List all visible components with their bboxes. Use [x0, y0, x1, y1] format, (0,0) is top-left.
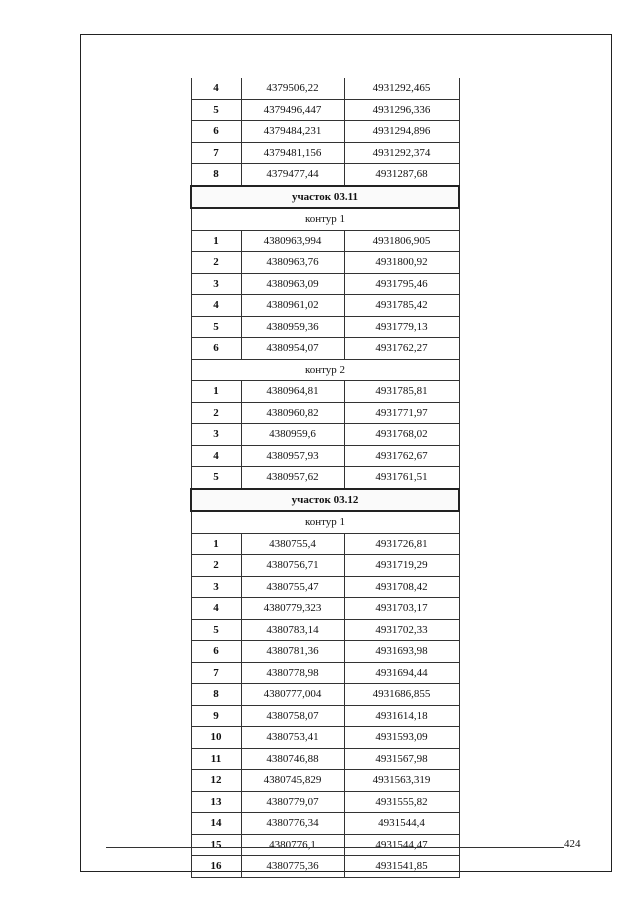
x-coordinate-cell: 4380779,323	[241, 598, 344, 620]
point-number-cell: 1	[191, 381, 241, 403]
y-coordinate-cell: 4931785,81	[344, 381, 459, 403]
table-row	[191, 533, 459, 555]
section-title: участок 03.11	[191, 186, 459, 209]
point-number-cell: 16	[191, 856, 241, 878]
table-row	[191, 424, 459, 446]
y-coordinate-cell: 4931614,18	[344, 705, 459, 727]
table-row	[191, 402, 459, 424]
x-coordinate-cell: 4380783,14	[241, 619, 344, 641]
table-row	[191, 813, 459, 835]
x-coordinate-cell: 4380959,36	[241, 316, 344, 338]
table-row	[191, 445, 459, 467]
y-coordinate-cell: 4931703,17	[344, 598, 459, 620]
table-row	[191, 316, 459, 338]
x-coordinate-cell: 4380959,6	[241, 424, 344, 446]
y-coordinate-cell: 4931779,13	[344, 316, 459, 338]
y-coordinate-cell: 4931541,85	[344, 856, 459, 878]
contour-title: контур 2	[191, 359, 459, 381]
table-row	[191, 142, 459, 164]
y-coordinate-cell: 4931296,336	[344, 99, 459, 121]
point-number-cell: 11	[191, 748, 241, 770]
table-row	[191, 555, 459, 577]
y-coordinate-cell: 4931555,82	[344, 791, 459, 813]
y-coordinate-cell: 4931795,46	[344, 273, 459, 295]
x-coordinate-cell: 4380755,47	[241, 576, 344, 598]
y-coordinate-cell: 4931294,896	[344, 121, 459, 143]
x-coordinate-cell: 4380954,07	[241, 338, 344, 360]
point-number-cell: 1	[191, 230, 241, 252]
table-row	[191, 748, 459, 770]
x-coordinate-cell: 4379477,44	[241, 164, 344, 186]
point-number-cell: 14	[191, 813, 241, 835]
x-coordinate-cell: 4379481,156	[241, 142, 344, 164]
section-title: участок 03.12	[191, 489, 459, 512]
point-number-cell: 13	[191, 791, 241, 813]
contour-header-row	[191, 511, 459, 533]
x-coordinate-cell: 4379506,22	[241, 78, 344, 99]
y-coordinate-cell: 4931800,92	[344, 252, 459, 274]
table-row	[191, 576, 459, 598]
y-coordinate-cell: 4931567,98	[344, 748, 459, 770]
point-number-cell: 8	[191, 684, 241, 706]
table-row	[191, 99, 459, 121]
table-row	[191, 619, 459, 641]
y-coordinate-cell: 4931768,02	[344, 424, 459, 446]
table-row	[191, 78, 459, 99]
table-row	[191, 295, 459, 317]
y-coordinate-cell: 4931544,47	[344, 834, 459, 856]
table-row	[191, 727, 459, 749]
x-coordinate-cell: 4380755,4	[241, 533, 344, 555]
y-coordinate-cell: 4931693,98	[344, 641, 459, 663]
x-coordinate-cell: 4380960,82	[241, 402, 344, 424]
point-number-cell: 7	[191, 662, 241, 684]
x-coordinate-cell: 4380756,71	[241, 555, 344, 577]
point-number-cell: 5	[191, 99, 241, 121]
y-coordinate-cell: 4931806,905	[344, 230, 459, 252]
x-coordinate-cell: 4380758,07	[241, 705, 344, 727]
point-number-cell: 4	[191, 598, 241, 620]
point-number-cell: 7	[191, 142, 241, 164]
point-number-cell: 3	[191, 424, 241, 446]
table-row	[191, 856, 459, 878]
y-coordinate-cell: 4931563,319	[344, 770, 459, 792]
y-coordinate-cell: 4931708,42	[344, 576, 459, 598]
y-coordinate-cell: 4931761,51	[344, 467, 459, 489]
x-coordinate-cell: 4380776,1	[241, 834, 344, 856]
point-number-cell: 1	[191, 533, 241, 555]
x-coordinate-cell: 4380745,829	[241, 770, 344, 792]
x-coordinate-cell: 4380961,02	[241, 295, 344, 317]
x-coordinate-cell: 4380963,994	[241, 230, 344, 252]
point-number-cell: 4	[191, 78, 241, 99]
point-number-cell: 10	[191, 727, 241, 749]
contour-title: контур 1	[191, 511, 459, 533]
contour-header-row	[191, 208, 459, 230]
x-coordinate-cell: 4380777,004	[241, 684, 344, 706]
x-coordinate-cell: 4380746,88	[241, 748, 344, 770]
y-coordinate-cell: 4931785,42	[344, 295, 459, 317]
x-coordinate-cell: 4380753,41	[241, 727, 344, 749]
table-row	[191, 121, 459, 143]
point-number-cell: 6	[191, 338, 241, 360]
page-number: 424	[564, 838, 581, 850]
x-coordinate-cell: 4380781,36	[241, 641, 344, 663]
point-number-cell: 2	[191, 555, 241, 577]
point-number-cell: 5	[191, 619, 241, 641]
x-coordinate-cell: 4379484,231	[241, 121, 344, 143]
x-coordinate-cell: 4380778,98	[241, 662, 344, 684]
y-coordinate-cell: 4931762,27	[344, 338, 459, 360]
table-row	[191, 770, 459, 792]
section-header-row	[191, 489, 459, 512]
y-coordinate-cell: 4931292,465	[344, 78, 459, 99]
point-number-cell: 2	[191, 252, 241, 274]
table-row	[191, 252, 459, 274]
y-coordinate-cell: 4931762,67	[344, 445, 459, 467]
point-number-cell: 3	[191, 576, 241, 598]
table-row	[191, 598, 459, 620]
y-coordinate-cell: 4931694,44	[344, 662, 459, 684]
point-number-cell: 8	[191, 164, 241, 186]
footer-line	[106, 847, 564, 848]
table-row	[191, 641, 459, 663]
table-row	[191, 164, 459, 186]
table-row	[191, 662, 459, 684]
point-number-cell: 12	[191, 770, 241, 792]
y-coordinate-cell: 4931719,29	[344, 555, 459, 577]
x-coordinate-cell: 4380776,34	[241, 813, 344, 835]
point-number-cell: 5	[191, 316, 241, 338]
table-row	[191, 834, 459, 856]
coordinates-table	[190, 78, 460, 878]
table-row	[191, 381, 459, 403]
point-number-cell: 6	[191, 121, 241, 143]
x-coordinate-cell: 4380963,76	[241, 252, 344, 274]
y-coordinate-cell: 4931287,68	[344, 164, 459, 186]
y-coordinate-cell: 4931593,09	[344, 727, 459, 749]
point-number-cell: 4	[191, 295, 241, 317]
contour-header-row	[191, 359, 459, 381]
point-number-cell: 6	[191, 641, 241, 663]
table-row	[191, 467, 459, 489]
x-coordinate-cell: 4380957,62	[241, 467, 344, 489]
table-row	[191, 791, 459, 813]
table-row	[191, 273, 459, 295]
y-coordinate-cell: 4931292,374	[344, 142, 459, 164]
table-row	[191, 230, 459, 252]
y-coordinate-cell: 4931771,97	[344, 402, 459, 424]
x-coordinate-cell: 4380779,07	[241, 791, 344, 813]
y-coordinate-cell: 4931726,81	[344, 533, 459, 555]
table-row	[191, 338, 459, 360]
y-coordinate-cell: 4931544,4	[344, 813, 459, 835]
y-coordinate-cell: 4931686,855	[344, 684, 459, 706]
section-header-row	[191, 186, 459, 209]
point-number-cell: 2	[191, 402, 241, 424]
table-row	[191, 705, 459, 727]
x-coordinate-cell: 4380957,93	[241, 445, 344, 467]
x-coordinate-cell: 4380963,09	[241, 273, 344, 295]
point-number-cell: 15	[191, 834, 241, 856]
x-coordinate-cell: 4379496,447	[241, 99, 344, 121]
point-number-cell: 4	[191, 445, 241, 467]
point-number-cell: 9	[191, 705, 241, 727]
x-coordinate-cell: 4380775,36	[241, 856, 344, 878]
table-row	[191, 684, 459, 706]
coordinates-table-body	[191, 78, 459, 877]
point-number-cell: 5	[191, 467, 241, 489]
x-coordinate-cell: 4380964,81	[241, 381, 344, 403]
point-number-cell: 3	[191, 273, 241, 295]
contour-title: контур 1	[191, 208, 459, 230]
y-coordinate-cell: 4931702,33	[344, 619, 459, 641]
